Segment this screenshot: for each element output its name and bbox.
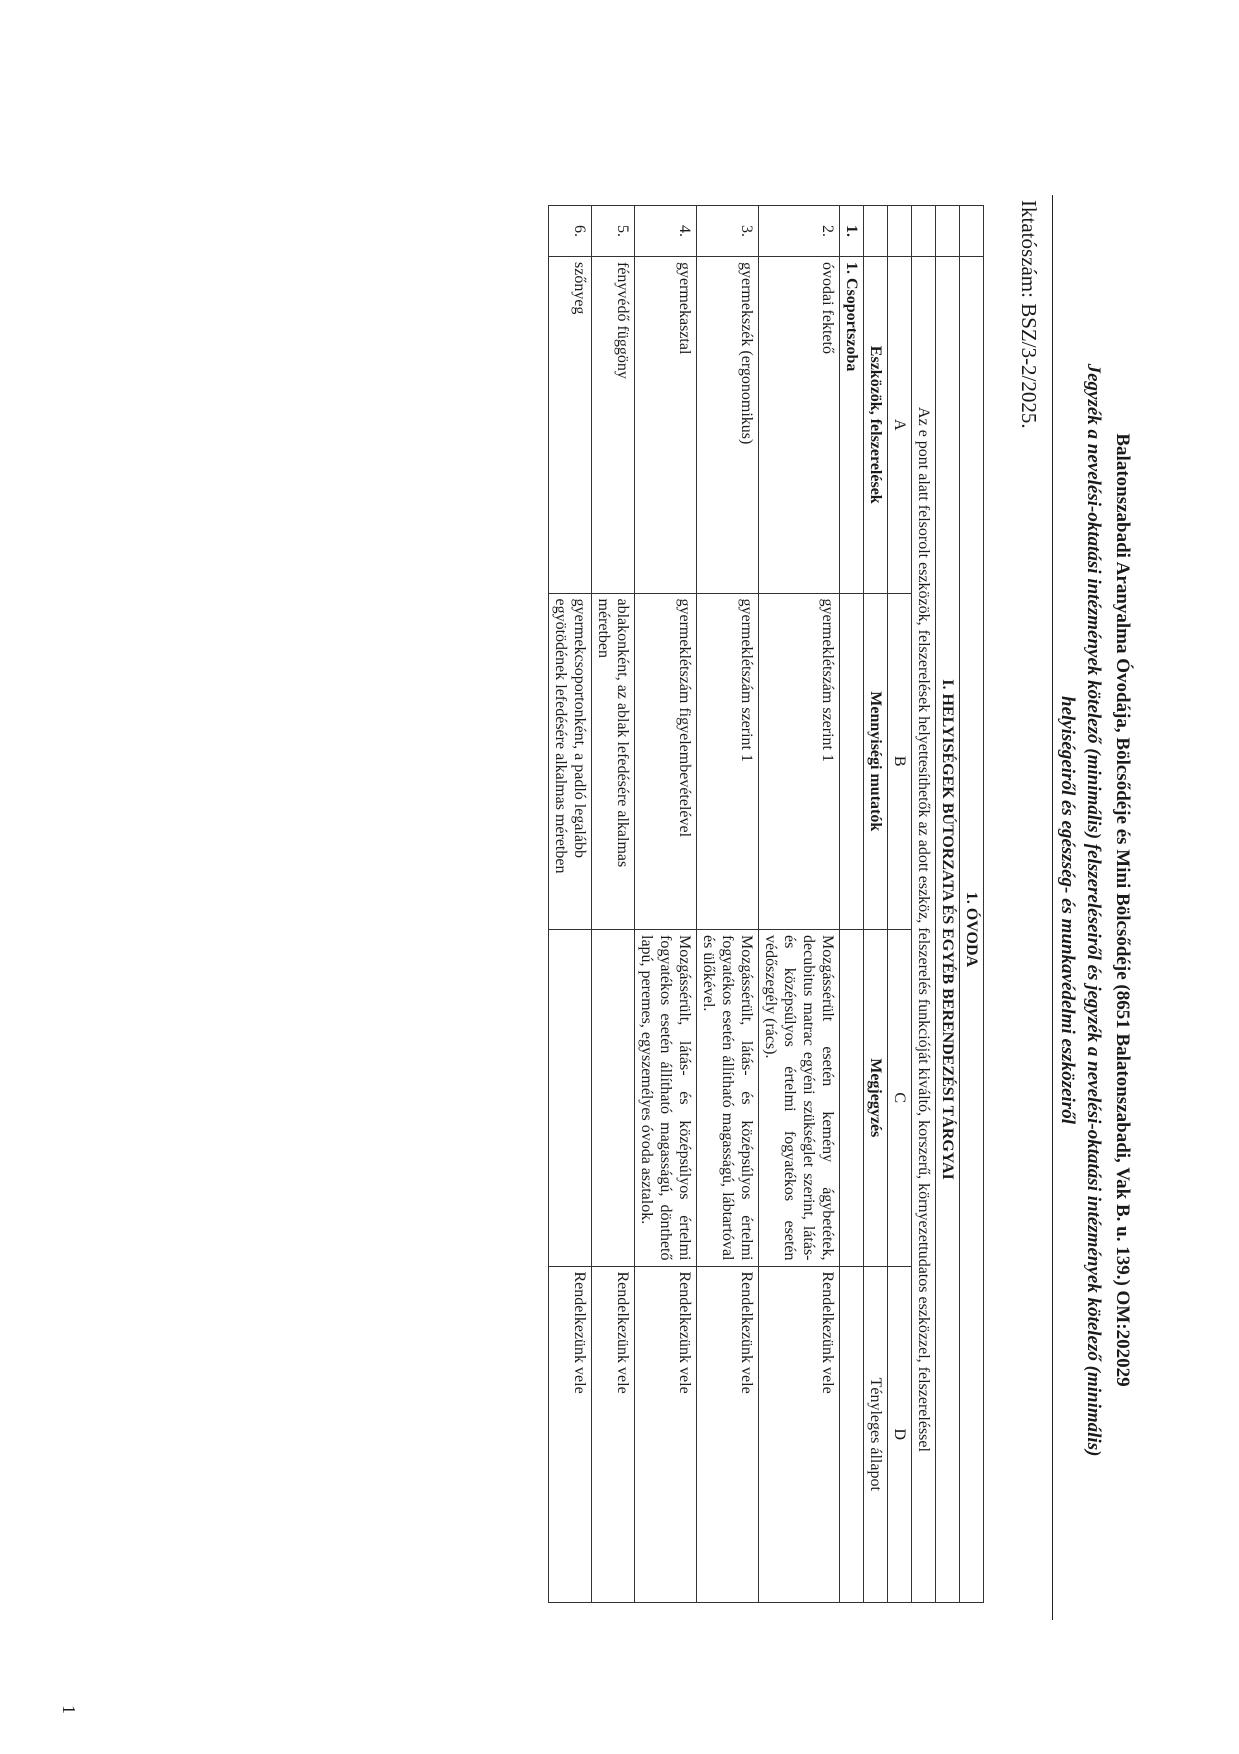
row-quantity: gyermeklétszám szerint 1 (697, 593, 759, 930)
column-header-row (864, 206, 888, 1603)
row-quantity: ablakonként, az ablak lefedésére alkalmas méretben (592, 593, 635, 930)
group-empty-c (840, 930, 864, 1267)
col-head-status: Tényleges állapot (864, 1266, 888, 1603)
row-note: Mozgássérült esetén kemény ágybetétek, decubitus matrac egyéni szükséglet szerint, látás- és középsúlyos értelmi fogyatékos esetén védőszegély (rács). (759, 930, 840, 1267)
table-title-row (960, 206, 984, 1603)
row-status: Rendelkezünk vele (592, 1266, 635, 1603)
table-row (592, 206, 635, 1603)
row-status: Rendelkezünk vele (635, 1266, 697, 1603)
col-letter-b: B (888, 593, 912, 930)
head-num-cell (864, 206, 888, 257)
row-num: 3. (697, 206, 759, 257)
intro-num-cell (912, 206, 936, 257)
col-head-note: Megjegyzés (864, 930, 888, 1267)
col-head-equipment: Eszközök, felszerelések (864, 257, 888, 594)
row-note: Mozgássérült, látás- és középsúlyos értelmi fogyatékos esetén állítható magasságú, dönthető lapú, peremes, egyszemélyes óvoda asztalok. (635, 930, 697, 1267)
row-quantity: gyermekcsoportonként, a padló legalább egyötödének lefedésére alkalmas méretben (549, 593, 592, 930)
row-quantity: gyermeklétszám figyelembevételével (635, 593, 697, 930)
page-number: 1 (59, 1705, 79, 1714)
group-label: 1. Csoportszoba (840, 257, 864, 594)
equipment-table (548, 205, 984, 1603)
row-status: Rendelkezünk vele (697, 1266, 759, 1603)
table-row (635, 206, 697, 1603)
group-empty-b (840, 593, 864, 930)
group-num: 1. (840, 206, 864, 257)
group-empty-d (840, 1266, 864, 1603)
header-divider (1052, 195, 1053, 1620)
row-num: 6. (549, 206, 592, 257)
row-note (592, 930, 635, 1267)
school-header: Balatonszabadi Aranyalma Óvodája, Bölcsődéje és Mini Bölcsődéje (8651 Balatonszabadi, Vak B. u. 139.) OM:202029 (1112, 433, 1133, 1387)
row-status: Rendelkezünk vele (549, 1266, 592, 1603)
title-num-cell (960, 206, 984, 257)
row-equipment: fényvédő függöny (592, 257, 635, 594)
row-note (549, 930, 592, 1267)
row-num: 2. (759, 206, 840, 257)
letter-num-cell (888, 206, 912, 257)
col-letter-a: A (888, 257, 912, 594)
table-row (759, 206, 840, 1603)
row-num: 4. (635, 206, 697, 257)
section-num-cell (936, 206, 960, 257)
col-letter-d: D (888, 1266, 912, 1603)
row-status: Rendelkezünk vele (759, 1266, 840, 1603)
document-title-line-2: helyiségeiről és egészség- és munkavédelmi eszközeiről (1057, 696, 1078, 1124)
row-equipment: óvodai fektető (759, 257, 840, 594)
row-equipment: gyermekasztal (635, 257, 697, 594)
section-row (936, 206, 960, 1603)
table-title: 1. ÓVODA (960, 257, 984, 1603)
registration-number: Iktatószám: BSZ/3-2/2025. (1017, 200, 1041, 429)
column-letter-row (888, 206, 912, 1603)
row-num: 5. (592, 206, 635, 257)
table-row (549, 206, 592, 1603)
section-title: I. HELYISÉGEK BÚTORZATA ÉS EGYÉB BERENDEZÉSI TÁRGYAI (936, 257, 960, 1603)
intro-text: Az e pont alatt felsorolt eszközök, felszerelések helyettesíthetők az adott eszköz, felszerelés funkcióját kiváltó, korszerű, környezettudatos eszközzel, felszereléssel (912, 257, 936, 1603)
row-note: Mozgássérült, látás- és középsúlyos értelmi fogyatékos esetén állítható magasságú, lábtartóval és ülőkével. (697, 930, 759, 1267)
row-equipment: gyermekszék (ergonomikus) (697, 257, 759, 594)
intro-row (912, 206, 936, 1603)
document-title-line-1: Jegyzék a nevelési-oktatási intézmények kötelező (minimális) felszereléseiről és jegyzék a nevelési-oktatási intézmények kötelező (minimális) (1083, 363, 1104, 1457)
row-equipment: szőnyeg (549, 257, 592, 594)
col-letter-c: C (888, 930, 912, 1267)
row-quantity: gyermeklétszám szerint 1 (759, 593, 840, 930)
group-row (840, 206, 864, 1603)
col-head-quantity: Mennyiségi mutatók (864, 593, 888, 930)
table-row (697, 206, 759, 1603)
